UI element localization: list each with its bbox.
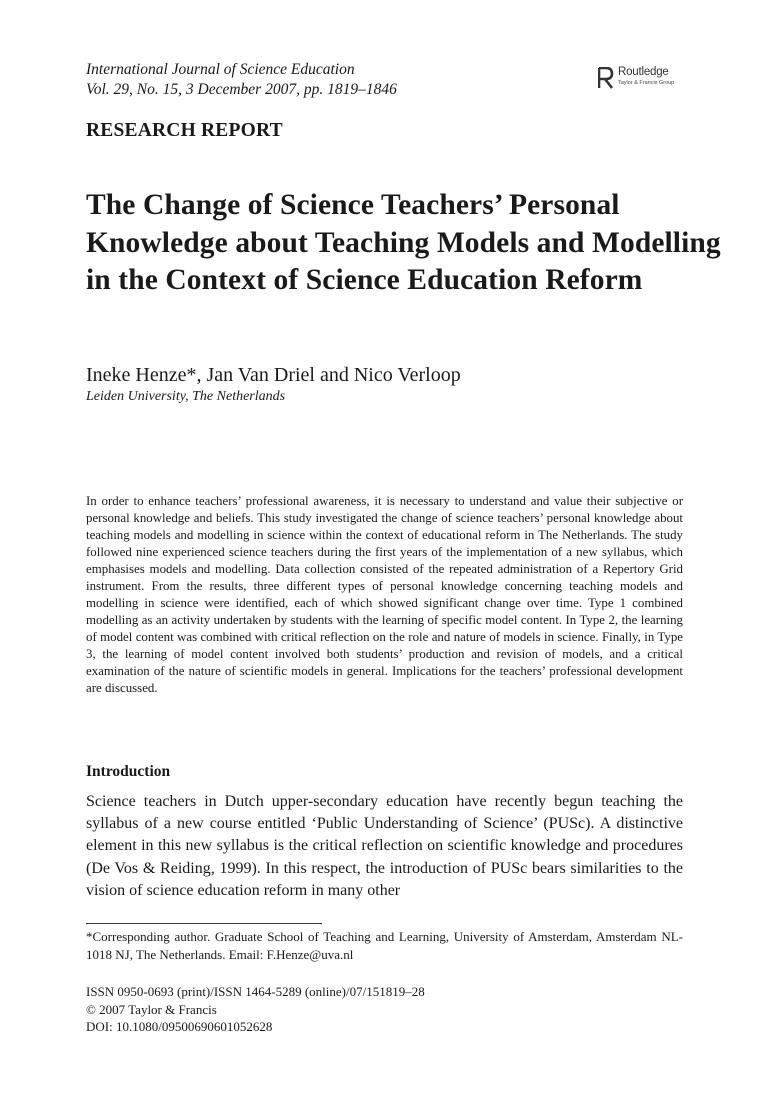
journal-name: International Journal of Science Education (86, 61, 355, 78)
article-title: The Change of Science Teachers’ Personal Knowledge about Teaching Models and Modelling in the Context of Science Education Reform (86, 189, 721, 296)
routledge-r-icon (598, 67, 614, 89)
footnote-divider (86, 923, 322, 924)
publication-info (86, 983, 425, 1036)
article-authors: Ineke Henze*, Jan Van Driel and Nico Verloop (86, 364, 461, 386)
doi-line: DOI: 10.1080/09500690601052628 (86, 1019, 273, 1034)
publisher-logo-text: Routledge (618, 66, 669, 78)
article-type-label: RESEARCH REPORT (86, 120, 283, 141)
publisher-logo-subtext: Taylor & Francis Group (618, 80, 675, 86)
introduction-paragraph: Science teachers in Dutch upper-secondary education have recently begun teaching the syllabus of a new course entitled ‘Public Understanding of Science’ (PUSc). A distinctive element in this new syllabus is the critical reflection on scientific knowledge and procedures (De Vos & Reiding, 1999). In this respect, the introduction of PUSc bears similarities to the vision of science education reform in many other (86, 793, 683, 899)
issn-line: ISSN 0950-0693 (print)/ISSN 1464-5289 (online)/07/151819–28 (86, 984, 425, 999)
publisher-logo (596, 66, 686, 92)
corresponding-author-footnote: *Corresponding author. Graduate School of Teaching and Learning, University of Amsterdam, Amsterdam NL-1018 NJ, The Netherlands. Email: F.Henze@uva.nl (86, 929, 683, 962)
copyright-line: © 2007 Taylor & Francis (86, 1001, 217, 1017)
abstract-paragraph: In order to enhance teachers’ professional awareness, it is necessary to understand and value their subjective or personal knowledge and beliefs. This study investigated the change of science teachers’ personal knowledge about teaching models and modelling in science within the context of educational reform in The Netherlands. The study followed nine experienced science teachers during the first years of the implementation of a new syllabus, which emphasises models and modelling. Data collection consisted of the repeated administration of a Repertory Grid instrument. From the results, three different types of personal knowledge concerning teaching models and modelling in science were identified, each of which showed significant change over time. Type 1 combined modelling as an activity undertaken by students with the learning of specific model content. In Type 2, the learning of model content was combined with critical reflection on the role and nature of models in science. Finally, in Type 3, the learning of model content involved both students’ production and revision of models, and a critical examination of the nature of scientific models in general. Implications for the teachers’ professional development are discussed. (86, 494, 683, 695)
section-heading-introduction: Introduction (86, 763, 171, 780)
journal-header (86, 60, 397, 100)
volume-issue-pages: Vol. 29, No. 15, 3 December 2007, pp. 1819–1846 (86, 81, 397, 98)
author-affiliation: Leiden University, The Netherlands (86, 389, 286, 404)
